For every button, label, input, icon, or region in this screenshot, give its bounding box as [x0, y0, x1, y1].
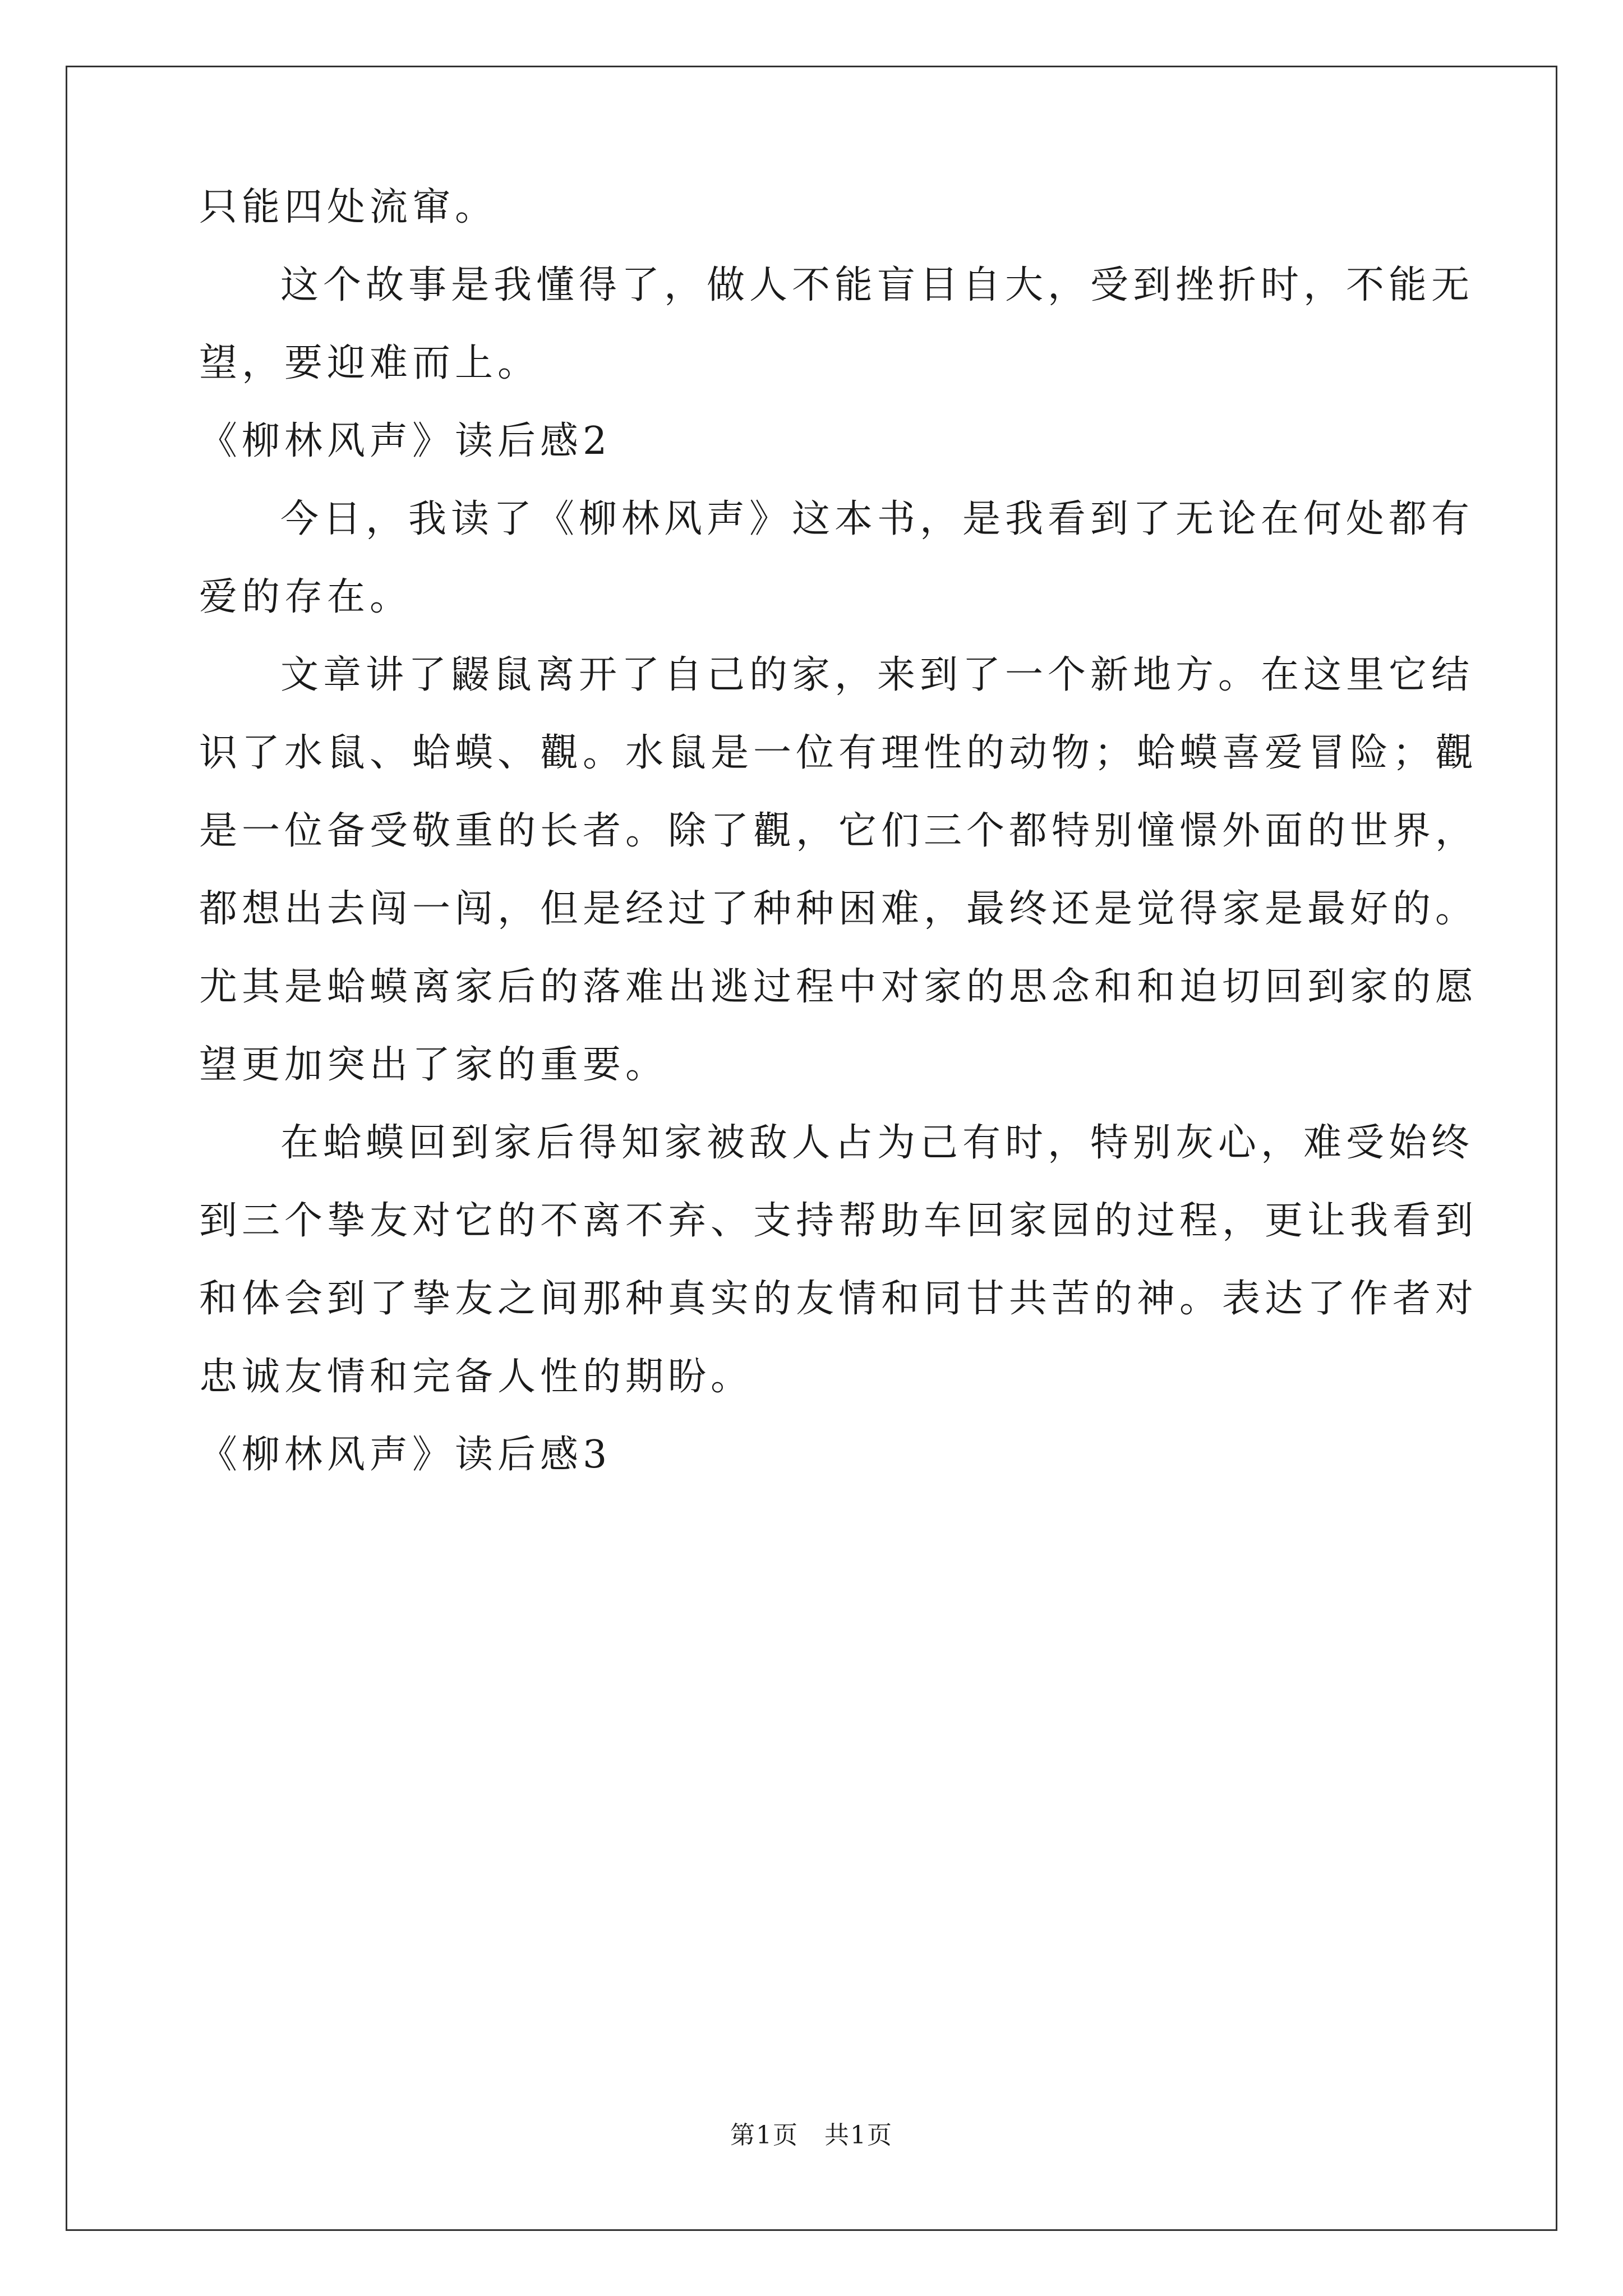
- text-line: 都想出去闯一闯，但是经过了种种困难，最终还是觉得家是最好的。: [199, 887, 1478, 931]
- page-footer: 第1页 共1页: [730, 2121, 893, 2150]
- section-heading: 《柳林风声》读后感2: [199, 419, 612, 463]
- text-line: 识了水鼠、蛤蟆、觀。水鼠是一位有理性的动物；蛤蟆喜爱冒险；觀: [199, 731, 1478, 775]
- text-line: 望更加突出了家的重要。: [199, 1043, 668, 1087]
- text-line: 望，要迎难而上。: [199, 341, 541, 385]
- text-line: 这个故事是我懂得了，做人不能盲目自大，受到挫折时，不能无: [280, 263, 1474, 307]
- text-line: 是一位备受敬重的长者。除了觀，它们三个都特别憧憬外面的世界，: [199, 809, 1478, 853]
- text-line: 尤其是蛤蟆离家后的落难出逃过程中对家的思念和和迫切回到家的愿: [199, 965, 1478, 1009]
- text-line: 爱的存在。: [199, 575, 413, 619]
- document-body: [199, 168, 1478, 1494]
- text-line: 和体会到了挚友之间那种真实的友情和同甘共苦的神。表达了作者对: [199, 1277, 1478, 1321]
- text-line: 文章讲了鼹鼠离开了自己的家，来到了一个新地方。在这里它结: [280, 653, 1474, 697]
- text-line: 到三个挚友对它的不离不弃、支持帮助车回家园的过程，更让我看到: [199, 1199, 1478, 1243]
- section-heading: 《柳林风声》读后感3: [199, 1433, 612, 1477]
- text-line: 今日，我读了《柳林风声》这本书，是我看到了无论在何处都有: [280, 497, 1474, 541]
- text-line: 在蛤蟆回到家后得知家被敌人占为己有时，特别灰心，难受始终: [280, 1121, 1474, 1165]
- text-line: 只能四处流窜。: [199, 185, 498, 229]
- text-line: 忠诚友情和完备人性的期盼。: [199, 1355, 754, 1399]
